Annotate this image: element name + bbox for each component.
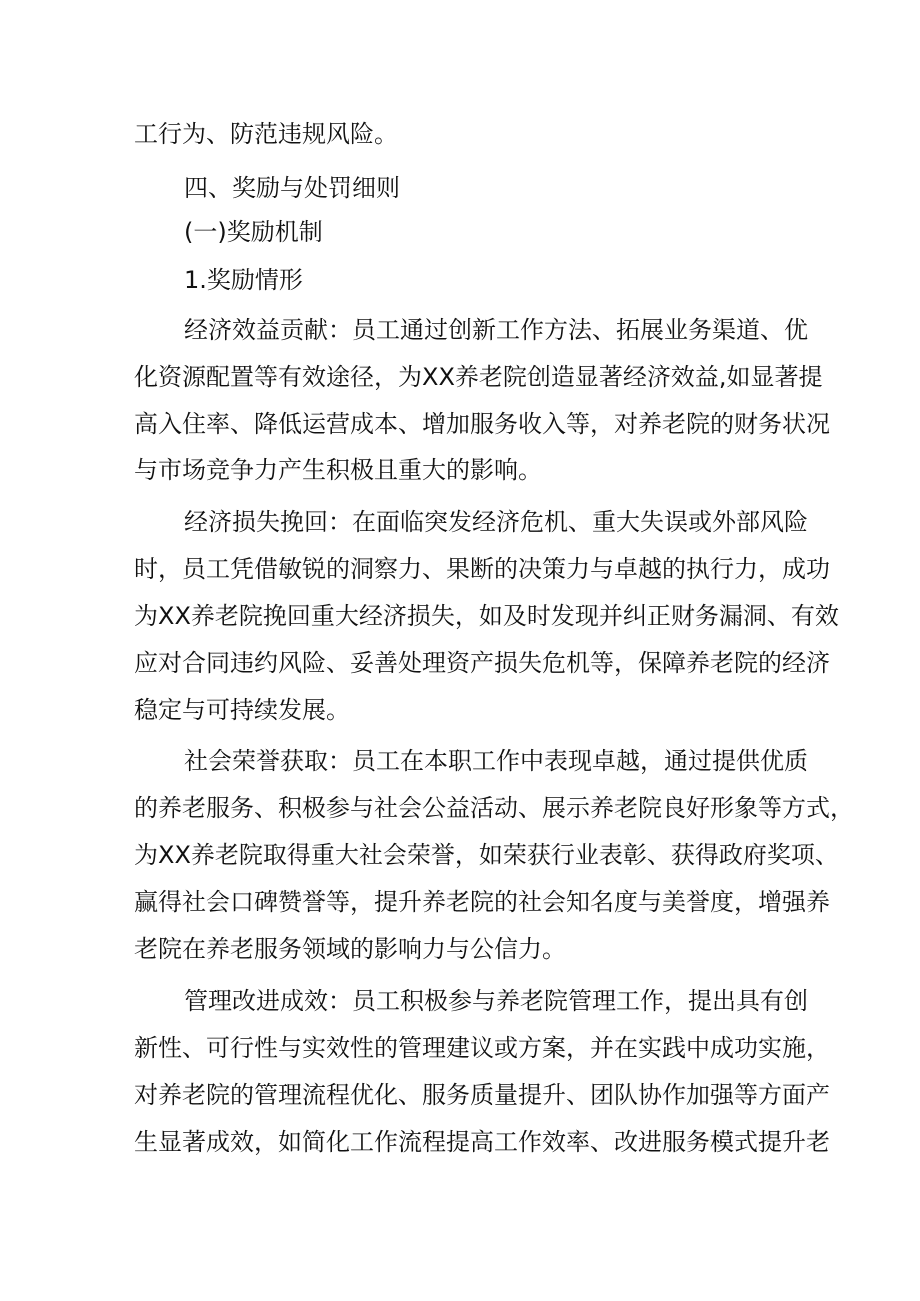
paragraph-social-honor-line-3: 为XX养老院取得重大社会荣誉，如荣获行业表彰、获得政府奖项、	[134, 841, 839, 869]
paragraph-loss-recovery-line-3: 为XX养老院挽回重大经济损失，如及时发现并纠正财务漏洞、有效	[134, 602, 839, 630]
paragraph-economic-benefit-line-3: 高入住率、降低运营成本、增加服务收入等，对养老院的财务状况	[134, 410, 830, 438]
paragraph-loss-recovery-line-2: 时，员工凭借敏锐的洞察力、果断的决策力与卓越的执行力，成功	[134, 555, 830, 583]
paragraph-social-honor-line-1: 社会荣誉获取：员工在本职工作中表现卓越，通过提供优质	[184, 747, 808, 775]
section-heading-4: 四、奖励与处罚细则	[184, 174, 400, 202]
paragraph-management-improvement-line-4: 生显著成效，如简化工作流程提高工作效率、改进服务模式提升老	[134, 1128, 830, 1156]
subsection-heading-1: (一)奖励机制	[184, 218, 323, 246]
paragraph-loss-recovery-line-1: 经济损失挽回：在面临突发经济危机、重大失误或外部风险	[184, 508, 808, 536]
body-line-1: 工行为、防范违规风险。	[134, 120, 398, 148]
paragraph-social-honor-line-2: 的养老服务、积极参与社会公益活动、展示养老院良好形象等方式，	[134, 794, 854, 822]
paragraph-management-improvement-line-3: 对养老院的管理流程优化、服务质量提升、团队协作加强等方面产	[134, 1081, 830, 1109]
paragraph-management-improvement-line-1: 管理改进成效：员工积极参与养老院管理工作，提出具有创	[184, 987, 808, 1015]
paragraph-social-honor-line-4: 赢得社会口碑赞誉等，提升养老院的社会知名度与美誉度，增强养	[134, 888, 830, 916]
item-heading-1: 1.奖励情形	[184, 266, 303, 294]
paragraph-economic-benefit-line-1: 经济效益贡献：员工通过创新工作方法、拓展业务渠道、优	[184, 316, 808, 344]
paragraph-economic-benefit-line-4: 与市场竞争力产生积极且重大的影响。	[134, 456, 542, 484]
paragraph-loss-recovery-line-5: 稳定与可持续发展。	[134, 696, 350, 724]
paragraph-economic-benefit-line-2: 化资源配置等有效途径，为XX养老院创造显著经济效益,如显著提	[134, 363, 823, 391]
paragraph-management-improvement-line-2: 新性、可行性与实效性的管理建议或方案，并在实践中成功实施，	[134, 1034, 830, 1062]
paragraph-loss-recovery-line-4: 应对合同违约风险、妥善处理资产损失危机等，保障养老院的经济	[134, 649, 830, 677]
paragraph-social-honor-line-5: 老院在养老服务领域的影响力与公信力。	[134, 935, 566, 963]
